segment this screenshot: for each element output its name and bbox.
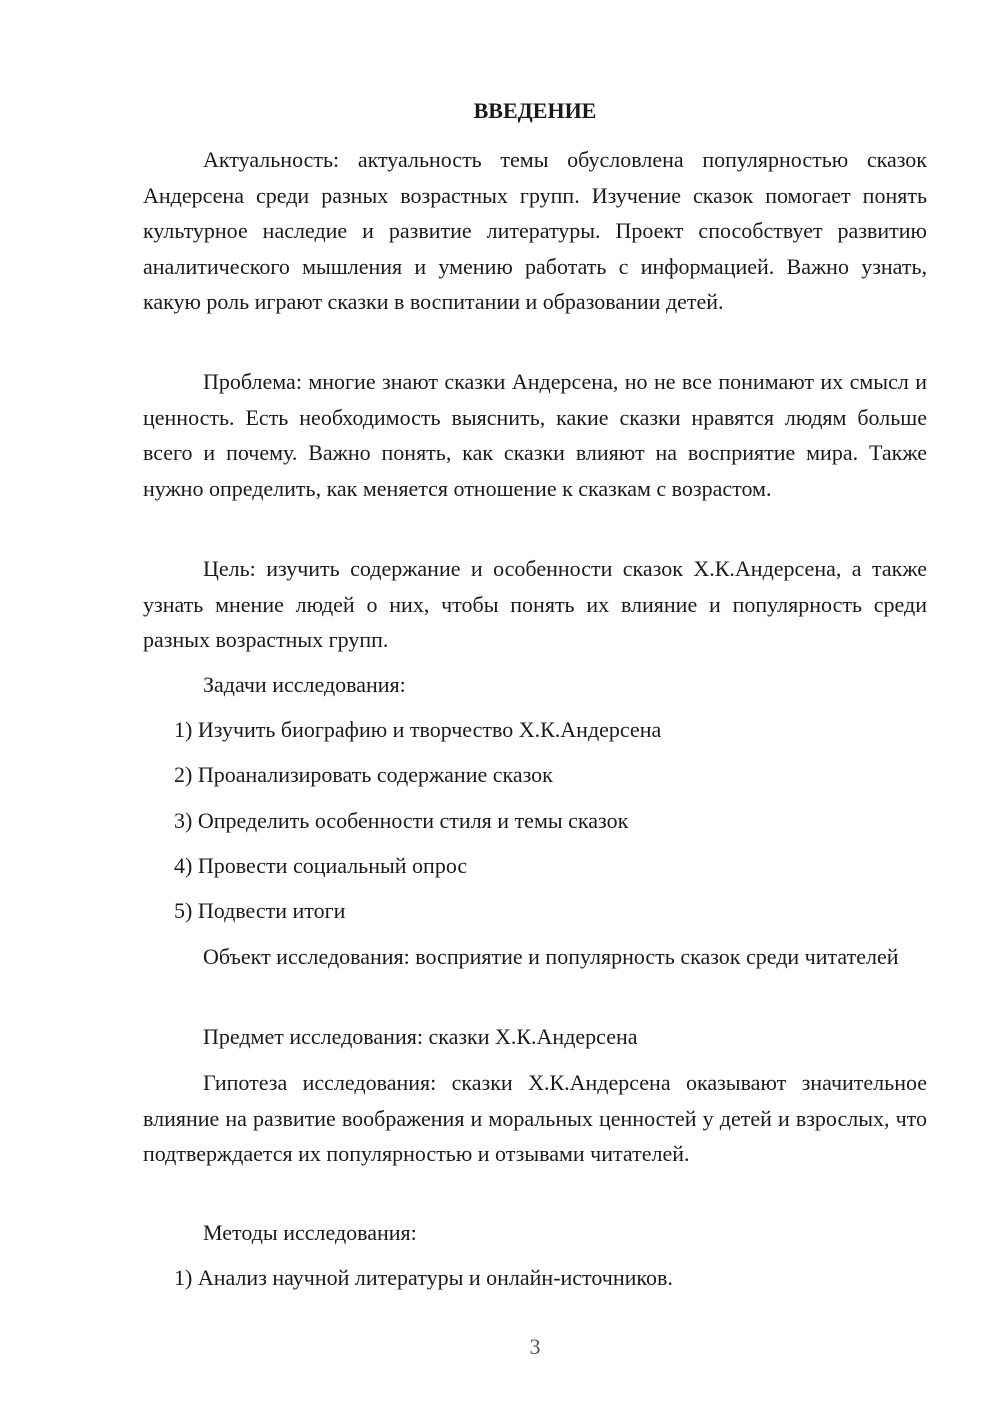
subject-paragraph: Предмет исследования: сказки Х.К.Андерсена	[203, 1024, 638, 1049]
problem-paragraph: Проблема: многие знают сказки Андерсена, но не все понимают их смысл и ценность. Есть необходимость выяснить, какие сказки нравятся людям больше всего и почему. Важно понять, как сказки влияют на восприятие мира. Также нужно определить, как меняется отношение к сказкам с возрастом.	[143, 369, 927, 501]
goal-paragraph: Цель: изучить содержание и особенности сказок Х.К.Андерсена, а также узнать мнение людей о них, чтобы понять их влияние и популярность среди разных возрастных групп.	[143, 556, 927, 652]
methods-heading: Методы исследования:	[203, 1220, 417, 1245]
page-number: 3	[529, 1334, 541, 1359]
object-paragraph: Объект исследования: восприятие и популярность сказок среди читателей	[203, 944, 899, 969]
tasks-heading: Задачи исследования:	[203, 672, 406, 697]
task-item: 4) Провести социальный опрос	[174, 853, 468, 878]
task-item: 3) Определить особенности стиля и темы сказок	[174, 808, 629, 833]
section-title: ВВЕДЕНИЕ	[473, 98, 597, 123]
task-item: 2) Проанализировать содержание сказок	[174, 762, 553, 787]
hypothesis-paragraph: Гипотеза исследования: сказки Х.К.Андерсена оказывают значительное влияние на развитие воображения и моральных ценностей у детей и взрослых, что подтверждается их популярностью и отзывами читателей.	[143, 1070, 927, 1166]
task-item: 1) Изучить биографию и творчество Х.К.Андерсена	[174, 717, 662, 742]
method-item: 1) Анализ научной литературы и онлайн-источников.	[174, 1265, 673, 1290]
relevance-paragraph: Актуальность: актуальность темы обусловлена популярностью сказок Андерсена среди разных возрастных групп. Изучение сказок помогает понять культурное наследие и развитие литературы. Проект способствует развитию аналитического мышления и умению работать с информацией. Важно узнать, какую роль играют сказки в воспитании и образовании детей.	[143, 147, 927, 314]
task-item: 5) Подвести итоги	[174, 898, 346, 923]
